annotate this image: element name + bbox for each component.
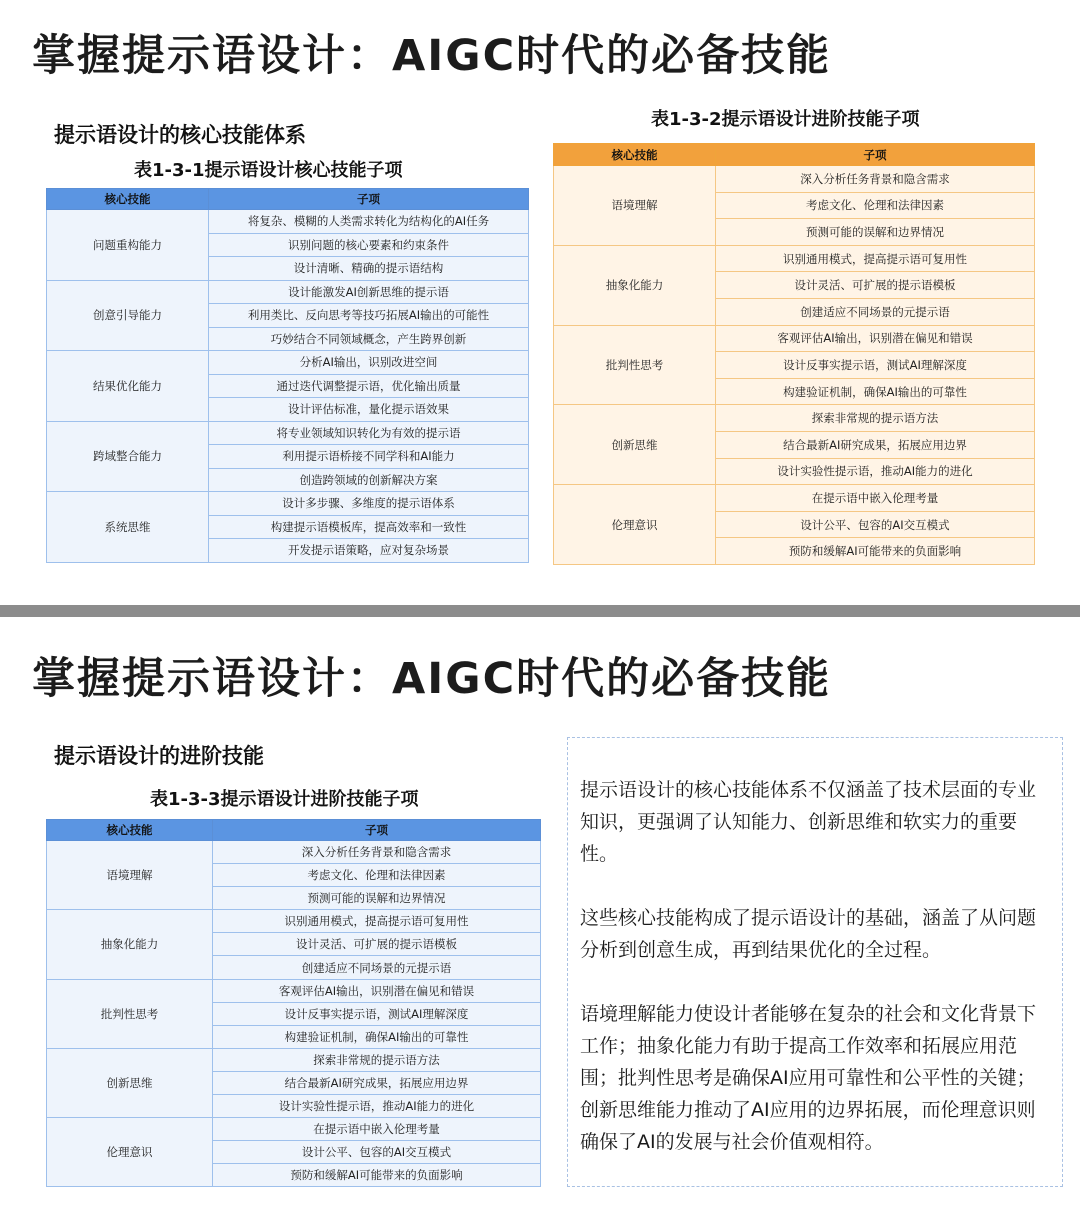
- sub-item-cell: 将复杂、模糊的人类需求转化为结构化的AI任务: [209, 210, 529, 234]
- summary-paragraph: 这些核心技能构成了提示语设计的基础，涵盖了从问题分析到创意生成，再到结果优化的全过程。: [580, 907, 1037, 961]
- sub-item-cell: 探索非常规的提示语方法: [213, 1048, 541, 1071]
- sub-item-cell: 客观评估AI输出，识别潜在偏见和错误: [213, 979, 541, 1002]
- sub-item-cell: 构建验证机制，确保AI输出的可靠性: [716, 378, 1035, 405]
- sub-item-cell: 识别问题的核心要素和约束条件: [209, 233, 529, 257]
- table-row: [47, 1048, 541, 1071]
- sub-item-cell: 探索非常规的提示语方法: [716, 405, 1035, 432]
- sub-item-cell: 构建验证机制，确保AI输出的可靠性: [213, 1025, 541, 1048]
- section-heading: 提示语设计的进阶技能: [54, 744, 264, 768]
- sub-item-cell: 预测可能的误解和边界情况: [213, 887, 541, 910]
- sub-item-cell: 利用类比、反向思考等技巧拓展AI输出的可能性: [209, 304, 529, 328]
- core-skill-cell: 伦理意识: [554, 485, 716, 565]
- sub-item-cell: 将专业领域知识转化为有效的提示语: [209, 421, 529, 445]
- core-skill-cell: 创意引导能力: [47, 280, 209, 351]
- table-row: [47, 210, 529, 234]
- table-row: [554, 325, 1035, 352]
- header-sub-item: 子项: [716, 144, 1035, 166]
- slide-title: 掌握提示语设计：AIGC时代的必备技能: [32, 654, 832, 704]
- sub-item-cell: 设计能激发AI创新思维的提示语: [209, 280, 529, 304]
- core-skills-table: [46, 188, 529, 563]
- sub-item-cell: 考虑文化、伦理和法律因素: [213, 864, 541, 887]
- core-skill-cell: 批判性思考: [554, 325, 716, 405]
- sub-item-cell: 客观评估AI输出，识别潜在偏见和错误: [716, 325, 1035, 352]
- summary-textbox: [567, 737, 1063, 1187]
- sub-item-cell: 巧妙结合不同领域概念，产生跨界创新: [209, 327, 529, 351]
- table-row: [554, 166, 1035, 193]
- sub-item-cell: 设计评估标准，量化提示语效果: [209, 398, 529, 422]
- table-row: [47, 280, 529, 304]
- sub-item-cell: 分析AI输出，识别改进空间: [209, 351, 529, 375]
- slide-2: [0, 617, 1080, 1223]
- sub-item-cell: 构建提示语模板库，提高效率和一致性: [209, 515, 529, 539]
- advanced-skills-table: [46, 819, 541, 1187]
- section-heading: 提示语设计的核心技能体系: [54, 123, 306, 147]
- table-row: [47, 492, 529, 516]
- sub-item-cell: 通过迭代调整提示语，优化输出质量: [209, 374, 529, 398]
- advanced-skills-table: [553, 143, 1035, 565]
- sub-item-cell: 设计实验性提示语，推动AI能力的进化: [213, 1095, 541, 1118]
- core-skill-cell: 问题重构能力: [47, 210, 209, 281]
- table-caption: 表1-3-2提示语设计进阶技能子项: [651, 109, 920, 130]
- core-skill-cell: 批判性思考: [47, 979, 213, 1048]
- slide-title: 掌握提示语设计：AIGC时代的必备技能: [32, 31, 832, 81]
- sub-item-cell: 创造跨领域的创新解决方案: [209, 468, 529, 492]
- core-skill-cell: 创新思维: [554, 405, 716, 485]
- sub-item-cell: 设计清晰、精确的提示语结构: [209, 257, 529, 281]
- header-core-skill: 核心技能: [554, 144, 716, 166]
- sub-item-cell: 结合最新AI研究成果，拓展应用边界: [213, 1071, 541, 1094]
- core-skill-cell: 伦理意识: [47, 1118, 213, 1187]
- table-row: [47, 841, 541, 864]
- core-skill-cell: 创新思维: [47, 1048, 213, 1117]
- summary-paragraph: 语境理解能力使设计者能够在复杂的社会和文化背景下工作；抽象化能力有助于提高工作效率和拓展应用范围；批判性思考是确保AI应用可靠性和公平性的关键；创新思维能力推动了AI应用的边界拓展，而伦理意识则确保了AI的发展与社会价值观相符。: [580, 1003, 1037, 1153]
- core-skill-cell: 结果优化能力: [47, 351, 209, 422]
- header-sub-item: 子项: [209, 189, 529, 210]
- table-caption: 表1-3-1提示语设计核心技能子项: [134, 160, 403, 181]
- header-core-skill: 核心技能: [47, 189, 209, 210]
- sub-item-cell: 识别通用模式，提高提示语可复用性: [716, 245, 1035, 272]
- sub-item-cell: 在提示语中嵌入伦理考量: [213, 1118, 541, 1141]
- sub-item-cell: 设计公平、包容的AI交互模式: [213, 1141, 541, 1164]
- core-skill-cell: 语境理解: [47, 841, 213, 910]
- table-row: [47, 1118, 541, 1141]
- sub-item-cell: 设计实验性提示语，推动AI能力的进化: [716, 458, 1035, 485]
- sub-item-cell: 预防和缓解AI可能带来的负面影响: [213, 1164, 541, 1187]
- core-skill-cell: 系统思维: [47, 492, 209, 563]
- core-skill-cell: 语境理解: [554, 166, 716, 246]
- sub-item-cell: 设计公平、包容的AI交互模式: [716, 511, 1035, 538]
- sub-item-cell: 预防和缓解AI可能带来的负面影响: [716, 538, 1035, 565]
- sub-item-cell: 设计反事实提示语，测试AI理解深度: [213, 1002, 541, 1025]
- table-row: [554, 405, 1035, 432]
- table-row: [47, 910, 541, 933]
- sub-item-cell: 设计反事实提示语，测试AI理解深度: [716, 352, 1035, 379]
- table-row: [47, 351, 529, 375]
- sub-item-cell: 深入分析任务背景和隐含需求: [213, 841, 541, 864]
- sub-item-cell: 结合最新AI研究成果，拓展应用边界: [716, 431, 1035, 458]
- sub-item-cell: 设计灵活、可扩展的提示语模板: [213, 933, 541, 956]
- core-skill-cell: 跨域整合能力: [47, 421, 209, 492]
- sub-item-cell: 设计灵活、可扩展的提示语模板: [716, 272, 1035, 299]
- sub-item-cell: 深入分析任务背景和隐含需求: [716, 166, 1035, 193]
- table-row: [554, 485, 1035, 512]
- sub-item-cell: 识别通用模式，提高提示语可复用性: [213, 910, 541, 933]
- slide-1: [0, 0, 1080, 605]
- sub-item-cell: 创建适应不同场景的元提示语: [213, 956, 541, 979]
- sub-item-cell: 创建适应不同场景的元提示语: [716, 298, 1035, 325]
- sub-item-cell: 开发提示语策略，应对复杂场景: [209, 539, 529, 563]
- sub-item-cell: 利用提示语桥接不同学科和AI能力: [209, 445, 529, 469]
- sub-item-cell: 在提示语中嵌入伦理考量: [716, 485, 1035, 512]
- header-sub-item: 子项: [213, 820, 541, 841]
- table-row: [554, 245, 1035, 272]
- header-core-skill: 核心技能: [47, 820, 213, 841]
- core-skill-cell: 抽象化能力: [47, 910, 213, 979]
- sub-item-cell: 考虑文化、伦理和法律因素: [716, 192, 1035, 219]
- table-row: [47, 421, 529, 445]
- core-skill-cell: 抽象化能力: [554, 245, 716, 325]
- table-caption: 表1-3-3提示语设计进阶技能子项: [150, 789, 419, 810]
- sub-item-cell: 设计多步骤、多维度的提示语体系: [209, 492, 529, 516]
- sub-item-cell: 预测可能的误解和边界情况: [716, 219, 1035, 246]
- slide-divider: [0, 605, 1080, 617]
- table-row: [47, 979, 541, 1002]
- summary-paragraph: 提示语设计的核心技能体系不仅涵盖了技术层面的专业知识，更强调了认知能力、创新思维和软实力的重要性。: [580, 779, 1037, 865]
